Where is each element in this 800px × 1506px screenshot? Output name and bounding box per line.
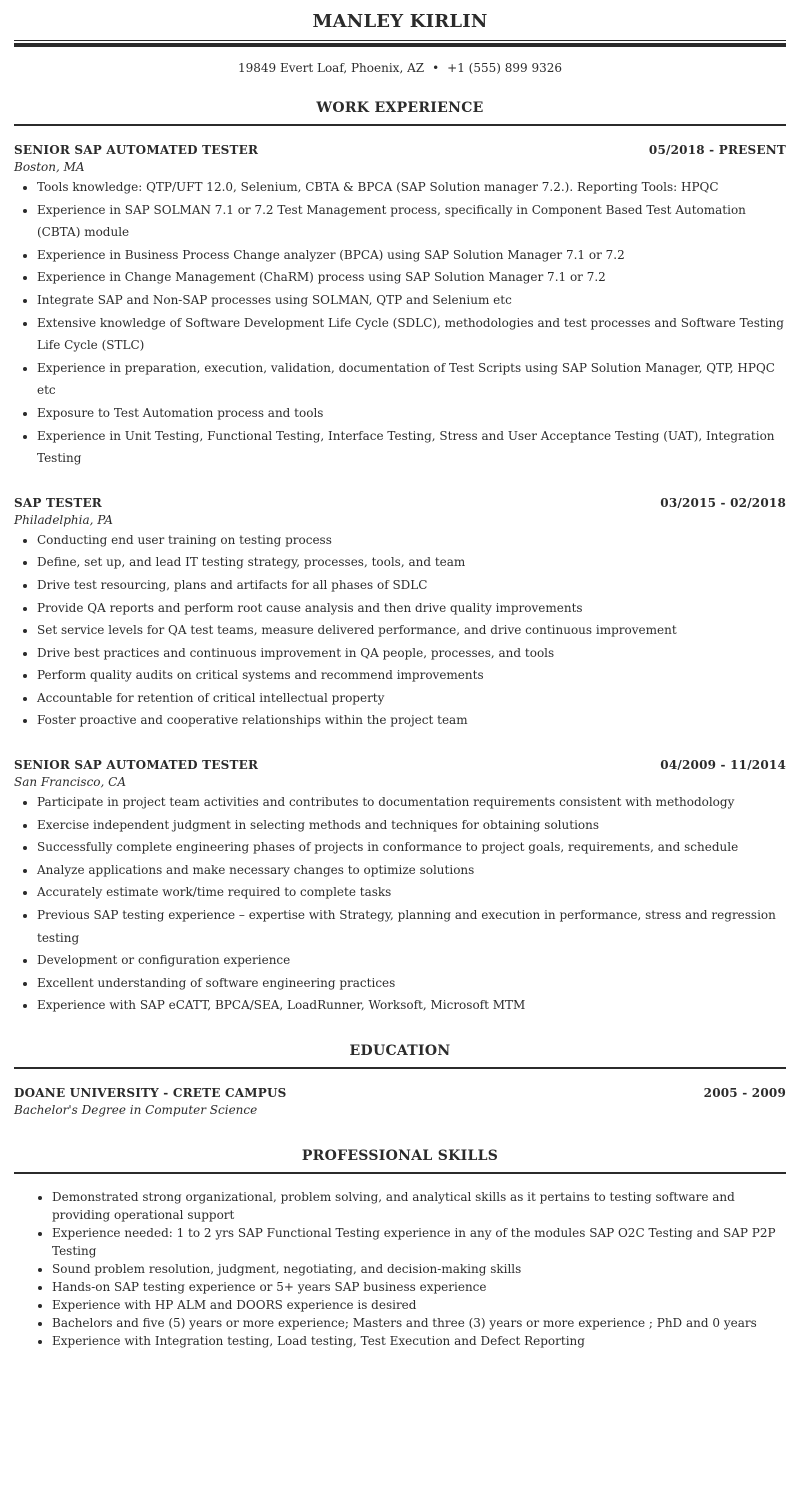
list-item: • Integrate SAP and Non-SAP processes using SOLMAN, QTP and Selenium etc <box>37 289 786 312</box>
list-item: • Exercise independent judgment in selecting methods and techniques for obtaining solutions <box>37 814 786 837</box>
list-item: • Bachelors and five (5) years or more experience; Masters and three (3) years or more experience ; PhD and 0 years <box>52 1314 786 1332</box>
list-item: • Previous SAP testing experience – expertise with Strategy, planning and execution in performance, stress and regression testing <box>37 904 786 949</box>
skills-section <box>14 1147 786 1350</box>
list-item: • Development or configuration experience <box>37 949 786 972</box>
list-item: • Experience with SAP eCATT, BPCA/SEA, LoadRunner, Worksoft, Microsoft MTM <box>37 994 786 1017</box>
list-item: • Tools knowledge: QTP/UFT 12.0, Selenium, CBTA & BPCA (SAP Solution manager 7.2.). Reporting Tools: HPQC <box>37 176 786 199</box>
list-item: • Experience in Unit Testing, Functional Testing, Interface Testing, Stress and User Acceptance Testing (UAT), Integration Testing <box>37 425 786 470</box>
contact-phone: +1 (555) 899 9326 <box>447 61 562 75</box>
header-divider <box>14 40 786 46</box>
list-item: • Experience in Business Process Change analyzer (BPCA) using SAP Solution Manager 7.1 or 7.2 <box>37 244 786 267</box>
list-item: • Analyze applications and make necessary changes to optimize solutions <box>37 859 786 882</box>
job-bullets <box>14 529 786 732</box>
list-item: • Experience with HP ALM and DOORS experience is desired <box>52 1296 786 1314</box>
list-item: • Drive test resourcing, plans and artifacts for all phases of SDLC <box>37 574 786 597</box>
list-item: • Experience needed: 1 to 2 yrs SAP Functional Testing experience in any of the modules SAP O2C Testing and SAP P2P Testing <box>52 1224 786 1260</box>
contact-address: 19849 Evert Loaf, Phoenix, AZ <box>237 61 425 75</box>
job-dates: 03/2015 - 02/2018 <box>660 495 786 510</box>
job-bullets <box>14 176 786 470</box>
section-title-work: WORK EXPERIENCE <box>316 100 484 116</box>
list-item: • Perform quality audits on critical systems and recommend improvements <box>37 664 786 687</box>
section-title-education: EDUCATION <box>349 1043 451 1059</box>
list-item: • Demonstrated strong organizational, problem solving, and analytical skills as it pertains to testing software and providing operational support <box>52 1188 786 1224</box>
job-header <box>14 757 786 773</box>
list-item: • Foster proactive and cooperative relationships within the project team <box>37 709 786 732</box>
job-title: SAP TESTER <box>14 495 102 510</box>
list-item: • Sound problem resolution, judgment, negotiating, and decision-making skills <box>52 1260 786 1278</box>
list-item: • Excellent understanding of software engineering practices <box>37 972 786 995</box>
education-header <box>14 1085 786 1101</box>
section-divider <box>14 124 786 126</box>
list-item: • Experience in SAP SOLMAN 7.1 or 7.2 Test Management process, specifically in Component Based Test Automation (CBTA) module <box>37 199 786 244</box>
education-entry <box>14 1085 786 1119</box>
job-title: SENIOR SAP AUTOMATED TESTER <box>14 143 259 157</box>
section-divider <box>14 1067 786 1069</box>
skills-list <box>14 1188 786 1350</box>
job-entry <box>14 142 786 470</box>
job-location: Boston, MA <box>14 160 85 174</box>
list-item: • Drive best practices and continuous improvement in QA people, processes, and tools <box>37 642 786 665</box>
list-item: • Participate in project team activities and contributes to documentation requirements consistent with methodology <box>37 791 786 814</box>
job-header <box>14 495 786 511</box>
list-item: • Experience with Integration testing, Load testing, Test Execution and Defect Reporting <box>52 1332 786 1350</box>
job-location: San Francisco, CA <box>14 775 127 790</box>
education-section <box>14 1042 786 1119</box>
list-item: • Set service levels for QA test teams, measure delivered performance, and drive continuous improvement <box>37 619 786 642</box>
job-dates: 05/2018 - PRESENT <box>648 143 786 157</box>
list-item: • Provide QA reports and perform root cause analysis and then drive quality improvements <box>37 597 786 620</box>
list-item: • Define, set up, and lead IT testing strategy, processes, tools, and team <box>37 551 786 574</box>
list-item: • Experience in Change Management (ChaRM) process using SAP Solution Manager 7.1 or 7.2 <box>37 266 786 289</box>
job-header <box>14 142 786 158</box>
work-experience-section <box>14 99 786 1017</box>
job-entry <box>14 495 786 732</box>
list-item: • Extensive knowledge of Software Development Life Cycle (SDLC), methodologies and test processes and Software Testing Life Cycle (STLC) <box>37 312 786 357</box>
candidate-name: MANLEY KIRLIN <box>312 11 488 32</box>
job-dates: 04/2009 - 11/2014 <box>660 758 786 773</box>
school-name: DOANE UNIVERSITY - CRETE CAMPUS <box>14 1086 287 1100</box>
list-item: • Hands-on SAP testing experience or 5+ years SAP business experience <box>52 1278 786 1296</box>
job-bullets <box>14 791 786 1017</box>
degree: Bachelor's Degree in Computer Science <box>14 1103 258 1117</box>
list-item: • Successfully complete engineering phases of projects in conformance to project goals, requirements, and schedule <box>37 836 786 859</box>
list-item: • Exposure to Test Automation process and tools <box>37 402 786 425</box>
education-dates: 2005 - 2009 <box>703 1086 786 1100</box>
contact-line <box>14 59 786 77</box>
job-title: SENIOR SAP AUTOMATED TESTER <box>14 758 259 773</box>
contact-separator: • <box>432 61 440 75</box>
list-item: • Accountable for retention of critical intellectual property <box>37 687 786 710</box>
list-item: • Accurately estimate work/time required to complete tasks <box>37 881 786 904</box>
section-title-skills: PROFESSIONAL SKILLS <box>301 1148 499 1164</box>
job-location: Philadelphia, PA <box>14 512 113 527</box>
list-item: • Experience in preparation, execution, validation, documentation of Test Scripts using SAP Solution Manager, QTP, HPQC etc <box>37 357 786 402</box>
list-item: • Conducting end user training on testing process <box>37 529 786 552</box>
job-entry <box>14 757 786 1017</box>
section-divider <box>14 1172 786 1174</box>
